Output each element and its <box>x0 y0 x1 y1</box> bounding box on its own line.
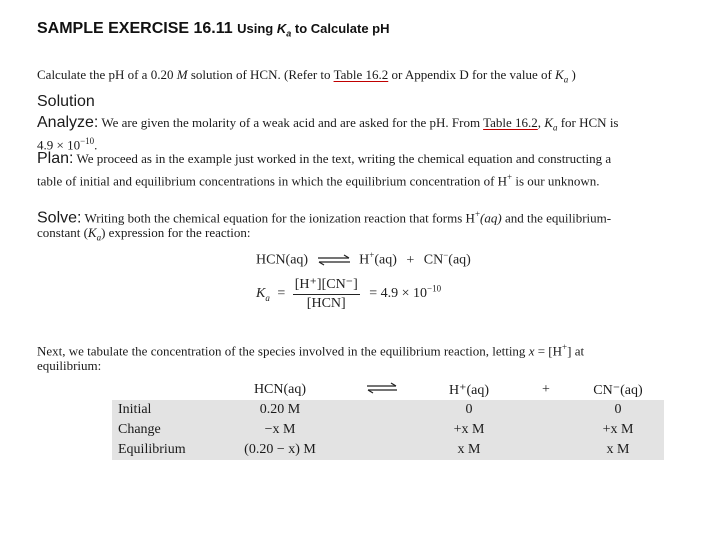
solve-heading: Solve: <box>37 209 82 227</box>
ice-table-row-change: Change −x M +x M +x M <box>112 420 664 440</box>
equilibrium-arrows-icon <box>316 254 352 266</box>
ice-table-row-equilibrium: Equilibrium (0.20 − x) M x M x M <box>112 440 664 460</box>
title-sub: Using $K_a$ to Calculate pH <box>237 21 390 39</box>
ka-fraction: $\frac{[H^+][CN^-]}{\text{[HCN]}}$ <box>294 277 358 311</box>
plan-paragraph-line2: table of initial and equilibrium concentrations in which the equilibrium concentration of H+ is our unknown. <box>37 172 600 189</box>
tabulate-line1: Next, we tabulate the concentration of the species involved in the equilibrium reaction, letting x = [H+] at <box>37 342 585 359</box>
plan-paragraph-line1: Plan: We proceed as in the example just worked in the text, writing the chemical equation and constructing a <box>37 150 612 167</box>
equilibrium-arrows-icon <box>365 382 399 394</box>
solution-heading: Solution <box>37 93 95 110</box>
analyze-value: $4.9 \times 10^{-10}$. <box>37 136 98 153</box>
title-main: SAMPLE EXERCISE 16.11 <box>37 20 233 37</box>
plan-heading: Plan: <box>37 150 74 167</box>
page-title <box>37 20 390 39</box>
analyze-paragraph: Analyze: We are given the molarity of a weak acid and are asked for the pH. From Table 16.2, $K_a$ for HCN is <box>37 114 619 133</box>
ice-table <box>112 380 664 460</box>
ionization-equation: HCN(aq) H+(aq) + CN−(aq) <box>256 250 471 268</box>
ice-table-container <box>112 380 664 460</box>
tabulate-line2: equilibrium: <box>37 358 102 373</box>
ice-table-row-initial: Initial 0.20 M 0 0 <box>112 400 664 420</box>
table-16-2-link-analyze[interactable]: Table 16.2 <box>483 115 538 130</box>
solve-paragraph-line1: Solve: Writing both the chemical equation for the ionization reaction that forms H+(aq) and the equilibrium- <box>37 209 612 227</box>
ice-table-header: HCN(aq) H⁺(aq) + CN⁻(aq) <box>112 380 664 400</box>
analyze-heading: Analyze: <box>37 114 99 131</box>
ka-expression: $K_a$ = $\frac{[H^+][CN^-]}{\text{[HCN]}}$ = $4.9 \times 10^{-10}$ <box>256 277 442 311</box>
problem-statement: Calculate the pH of a 0.20 M solution of HCN. (Refer to Table 16.2 or Appendix D for the value of $K_a$ ) <box>37 67 576 85</box>
table-16-2-link[interactable]: Table 16.2 <box>333 67 389 82</box>
solve-paragraph-line2: constant $(K_a)$ expression for the reaction: <box>37 225 251 243</box>
